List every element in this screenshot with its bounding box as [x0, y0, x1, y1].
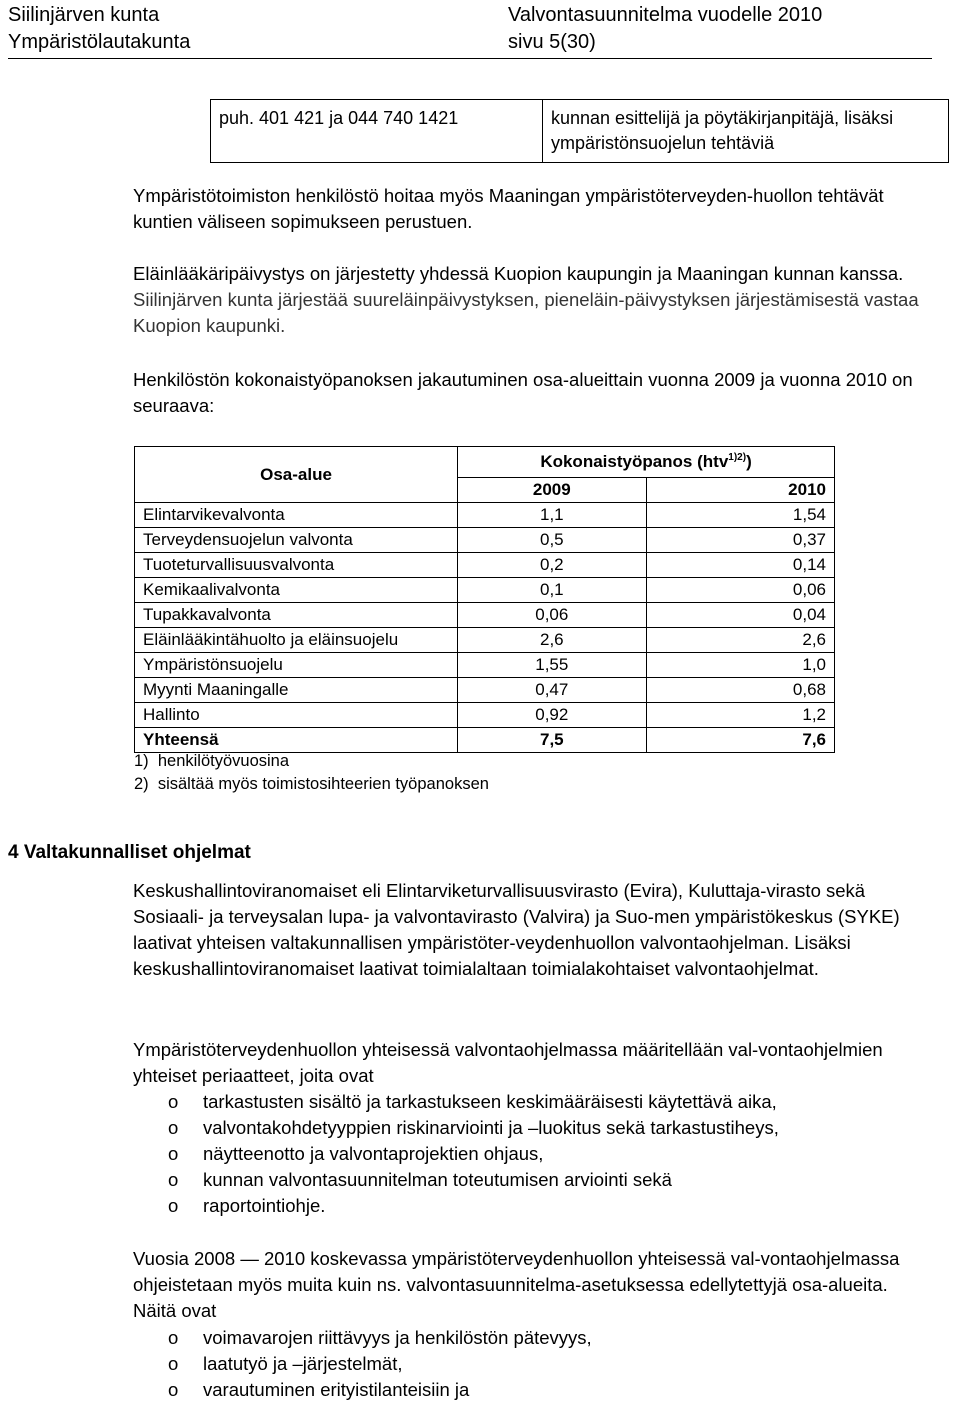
list-item-text: valvontakohdetyyppien riskinarviointi ja –luokitus sekä tarkastustiheys,	[203, 1117, 779, 1138]
row-value-2010: 0,68	[646, 678, 834, 703]
row-value-2009: 0,47	[458, 678, 646, 703]
row-area: Tupakkavalvonta	[135, 603, 458, 628]
row-value-2010: 1,54	[646, 503, 834, 528]
table-header-row	[135, 447, 835, 478]
table-row	[135, 578, 835, 603]
table-row	[135, 528, 835, 553]
list-item	[168, 1115, 779, 1141]
header-total-close: )	[746, 452, 752, 471]
list-item	[168, 1089, 779, 1115]
table-row	[135, 603, 835, 628]
list-item-text: tarkastusten sisältö ja tarkastukseen keskimääräisesti käytettävä aika,	[203, 1091, 777, 1112]
list-item-text: kunnan valvontasuunnitelman toteutumisen arviointi sekä	[203, 1169, 672, 1190]
row-area: Eläinlääkintähuolto ja eläinsuojelu	[135, 628, 458, 653]
header-total-label: Kokonaistyöpanos (htv	[540, 452, 729, 471]
header-total	[458, 447, 835, 478]
row-value-2009: 1,1	[458, 503, 646, 528]
section-paragraph-1: Keskushallintoviranomaiset eli Elintarviketurvallisuusvirasto (Evira), Kuluttaja-virasto sekä Sosiaali- ja terveysalan lupa- ja valvontavirasto (Valvira) ja Suo-men ympäristökeskus (SYKE) laativat yhteisen valtakunnallisen ympäristöter-veydenhuollon valvontaohjelman. Lisäksi keskushallintoviranomaiset laativat toimialaltaan toimialakohtaiset valvontaohjelmat.	[133, 880, 900, 979]
row-area: Terveydensuojelun valvonta	[135, 528, 458, 553]
row-value-2010: 0,14	[646, 553, 834, 578]
committee-name: Ympäristölautakunta	[8, 31, 191, 53]
list-item	[168, 1325, 592, 1351]
row-area: Ympäristönsuojelu	[135, 653, 458, 678]
row-area: Kemikaalivalvonta	[135, 578, 458, 603]
row-area: Tuoteturvallisuusvalvonta	[135, 553, 458, 578]
contact-phone: puh. 401 421 ja 044 740 1421	[211, 100, 543, 163]
table-row	[135, 678, 835, 703]
table-total-row	[135, 728, 835, 753]
header-year-2009: 2009	[458, 478, 646, 503]
bullet-icon: o	[168, 1169, 179, 1190]
header-total-footnote: 1)2)	[728, 452, 747, 463]
list-item-text: näytteenotto ja valvontaprojektien ohjaus,	[203, 1143, 544, 1164]
page-number: sivu 5(30)	[508, 31, 596, 53]
table-row	[135, 703, 835, 728]
contact-role: kunnan esittelijä ja pöytäkirjanpitäjä, lisäksi ympäristönsuojelun tehtäviä	[543, 100, 949, 163]
row-value-2010: 0,37	[646, 528, 834, 553]
list-item-text: laatutyö ja –järjestelmät,	[203, 1353, 403, 1374]
contact-table	[210, 99, 949, 163]
header-year-2010: 2010	[646, 478, 834, 503]
section-paragraph-3: Vuosia 2008 — 2010 koskevassa ympäristöterveydenhuollon yhteisessä val-vontaohjelmassa ohjeistetaan myös muita kuin ns. valvontasuunnitelma-asetuksessa edellytettyjä osa-alueita. Näitä ovat	[133, 1248, 900, 1321]
bullet-icon: o	[168, 1353, 179, 1374]
table-row	[135, 653, 835, 678]
row-area: Hallinto	[135, 703, 458, 728]
row-area: Elintarvikevalvonta	[135, 503, 458, 528]
header-area: Osa-alue	[135, 447, 458, 503]
list-item	[168, 1193, 779, 1219]
row-value-2009: 0,1	[458, 578, 646, 603]
total-area: Yhteensä	[135, 728, 458, 753]
list-item-text: raportointiohje.	[203, 1195, 326, 1216]
staff-allocation-table	[134, 446, 835, 753]
header-right	[508, 2, 822, 56]
row-area: Myynti Maaningalle	[135, 678, 458, 703]
list-item	[168, 1377, 592, 1403]
municipality-name: Siilinjärven kunta	[8, 4, 160, 26]
paragraph-vet-duty	[133, 261, 933, 339]
list-item	[168, 1167, 779, 1193]
row-value-2009: 0,5	[458, 528, 646, 553]
bullet-icon: o	[168, 1195, 179, 1216]
table-note-2: 2) sisältää myös toimistosihteerien työpanoksen	[134, 775, 489, 793]
total-2010: 7,6	[646, 728, 834, 753]
other-areas-list	[168, 1325, 592, 1403]
list-item	[168, 1351, 592, 1377]
list-item-text: varautuminen erityistilanteisiin ja	[203, 1379, 470, 1400]
bullet-icon: o	[168, 1379, 179, 1400]
row-value-2009: 0,2	[458, 553, 646, 578]
header-left	[8, 2, 190, 56]
table-body	[135, 503, 835, 728]
bullet-icon: o	[168, 1143, 179, 1164]
vet-duty-text-2: Siilinjärven kunta järjestää suureläinpäivystyksen, pieneläin-päivystyksen järjestämisestä vastaa Kuopion kaupunki.	[133, 289, 919, 336]
section-heading: 4 Valtakunnalliset ohjelmat	[8, 842, 251, 863]
table-row	[135, 503, 835, 528]
principles-list	[168, 1089, 779, 1219]
table-notes	[134, 750, 489, 796]
row-value-2009: 2,6	[458, 628, 646, 653]
bullet-icon: o	[168, 1091, 179, 1112]
row-value-2010: 1,0	[646, 653, 834, 678]
list-item-text: voimavarojen riittävyys ja henkilöstön pätevyys,	[203, 1327, 592, 1348]
row-value-2009: 0,06	[458, 603, 646, 628]
header-rule	[8, 58, 932, 59]
document-title: Valvontasuunnitelma vuodelle 2010	[508, 4, 823, 26]
section-paragraph-2: Ympäristöterveydenhuollon yhteisessä valvontaohjelmassa määritellään val-vontaohjelmien yhteiset periaatteet, joita ovat	[133, 1039, 883, 1086]
table-row	[135, 553, 835, 578]
bullet-icon: o	[168, 1117, 179, 1138]
row-value-2009: 1,55	[458, 653, 646, 678]
contact-row	[211, 100, 949, 163]
row-value-2010: 2,6	[646, 628, 834, 653]
table-note-1: 1) henkilötyövuosina	[134, 752, 290, 770]
row-value-2010: 0,06	[646, 578, 834, 603]
row-value-2010: 1,2	[646, 703, 834, 728]
paragraph-staff-intro: Henkilöstön kokonaistyöpanoksen jakautuminen osa-alueittain vuonna 2009 ja vuonna 2010 on seuraava:	[133, 369, 913, 416]
total-2009: 7,5	[458, 728, 646, 753]
vet-duty-text-1: Eläinlääkäripäivystys on järjestetty yhdessä Kuopion kaupungin ja Maaningan kunnan kanssa.	[133, 263, 904, 284]
row-value-2010: 0,04	[646, 603, 834, 628]
row-value-2009: 0,92	[458, 703, 646, 728]
table-row	[135, 628, 835, 653]
bullet-icon: o	[168, 1327, 179, 1348]
paragraph-maaninka: Ympäristötoimiston henkilöstö hoitaa myös Maaningan ympäristöterveyden-huollon tehtävät kuntien väliseen sopimukseen perustuen.	[133, 185, 884, 232]
list-item	[168, 1141, 779, 1167]
